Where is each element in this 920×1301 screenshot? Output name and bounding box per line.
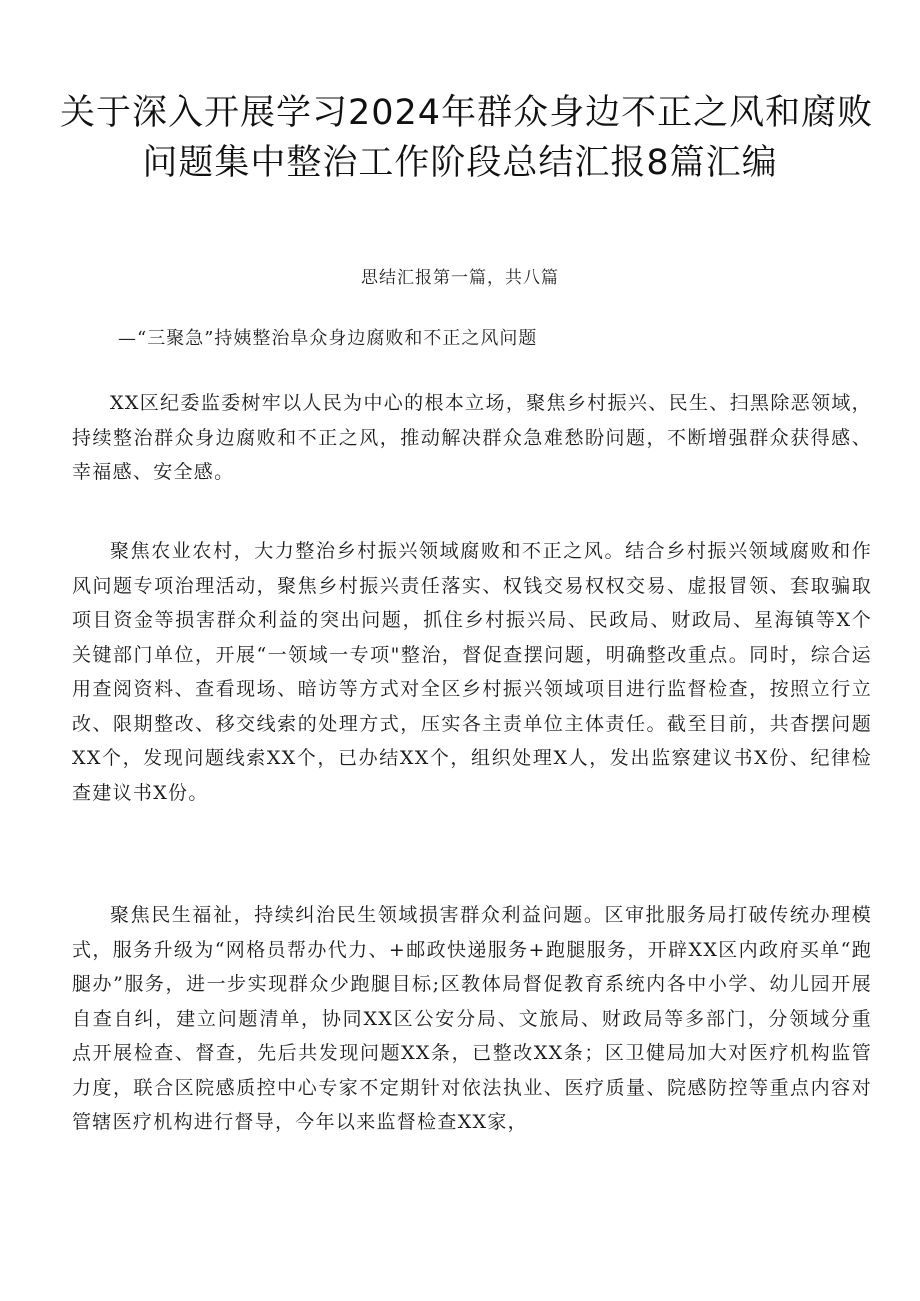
section-subheading: —“三聚急”持姨整治阜众身边腐败和不正之风问题 bbox=[118, 328, 538, 349]
body-paragraph-2: 聚焦农业农村，大力整治乡村振兴领域腐败和不正之风。结合乡村振兴领域腐败和作风问题专项治理活动，聚焦乡村振兴责任落实、权钱交易权权交易、虚报冒领、套取骗取项目资金等损害群众利益的突出问题，抓住乡村振兴局、民政局、财政局、星海镇等X个关键部门单位，开展“一领域一专项"整治，督促查摆问题，明确整改重点。同时，综合运用查阅资料、查看现场、暗访等方式对全区乡村振兴领域项目进行监督检查，按照立行立改、限期整改、移交线索的处理方式，压实各主责单位主体责任。截至目前，共杳摆问题XX个，发现问题线索XX个，已办结XX个，组织处理X人，发出监察建议书X份、纪律检查建议书X份。 bbox=[72, 540, 872, 804]
document-title bbox=[60, 88, 874, 188]
body-paragraph-3: 聚焦民生福祉，持续纠治民生领域损害群众利益问题。区审批服务局打破传统办理模式，服务升级为“网格员帮办代力、+邮政快递服务+跑腿服务，开辟XX区内政府买单“跑腿办”服务，进一步实现群众少跑腿目标;区教体局督促教育系统内各中小学、幼儿园开展自查自纠，建立问题清单，协同XX区公安分局、文旅局、财政局等多部门，分领域分重点开展检查、督查，先后共发现问题XX条，已整改XX条；区卫健局加大对医疗机构监管力度，联合区院感质控中心专家不定期针对依法执业、医疗质量、院感防控等重点内容对管辖医疗机构进行督导，今年以来监督检查XX家， bbox=[72, 904, 872, 1133]
section-label: 思结汇报第一篇，共八篇 bbox=[361, 268, 559, 288]
document-title-line-2: 问题集中整治工作阶段总结汇报8篇汇编 bbox=[142, 143, 778, 183]
document-title-line-1: 关于深入开展学习2024年群众身边不正之风和腐败 bbox=[60, 93, 874, 133]
body-paragraph-1: XX区纪委监委树牢以人民为中心的根本立场，聚焦乡村振兴、民生、扫黑除恶领域，持续整治群众身边腐败和不正之风，推动解决群众急难愁盼问题，不断增强群众获得感、幸福感、安全感。 bbox=[72, 392, 872, 483]
